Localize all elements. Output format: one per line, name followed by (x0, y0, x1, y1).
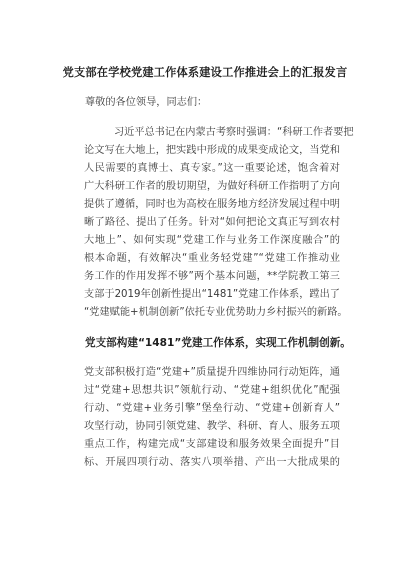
paragraph-line: 论文写在大地上，把实践中形成的成果变成论文，当党和 (84, 145, 340, 156)
paragraph-line: 广大科研工作者的殷切期望，为做好科研工作指明了方向 (84, 181, 340, 192)
paragraph-line: 大地上”、如何实现“党建工作与业务工作深度融合”的 (84, 235, 340, 246)
paragraph-line: 标、开展四项行动、落实八项举措、产出一大批成果的 (84, 457, 340, 468)
paragraph-line: “党建赋能+机制创新”依托专业优势助力乡村振兴的新路。 (84, 307, 348, 318)
paragraph-line: 党支部积极打造“党建+”质量提升四维协同行动矩阵，通 (84, 367, 340, 378)
paragraph-line: 务工作的作用发挥不够”两个基本问题，**学院教工第三 (84, 271, 340, 282)
salutation: 尊敬的各位领导，同志们： (85, 97, 208, 108)
paragraph-line: 行动、“党建+业务引擎”堡垒行动、“党建+创新育人” (84, 403, 340, 414)
paragraph-line: 支部于2019年创新性提出“1481”党建工作体系，蹚出了 (84, 289, 340, 300)
paragraph-line: 重点工作，构建完成“支部建设和服务效果全面提升”目 (84, 439, 340, 450)
paragraph-line: 攻坚行动，协同引领党建、教学、科研、育人、服务五项 (84, 421, 340, 432)
paragraph-line: 晰了路径、提出了任务。针对“如何把论文真正写到农村 (84, 217, 340, 228)
document-title: 党支部在学校党建工作体系建设工作推进会上的汇报发言 (62, 66, 348, 79)
paragraph-line: 过“党建+思想共识”领航行动、“党建+组织优化”配强 (84, 385, 340, 396)
paragraph-line: 人民需要的真博士、真专家。”这一重要论述，饱含着对 (84, 163, 340, 174)
section-heading: 党支部构建“1481”党建工作体系，实现工作机制创新。 (85, 337, 351, 349)
paragraph-line: 提供了遵循，同时也为高校在服务地方经济发展过程中明 (84, 199, 340, 210)
paragraph-line: 根本命题，有效解决“重业务轻党建”“党建工作推动业 (84, 253, 340, 264)
paragraph-line: 习近平总书记在内蒙古考察时强调：“科研工作者要把 (114, 127, 354, 138)
